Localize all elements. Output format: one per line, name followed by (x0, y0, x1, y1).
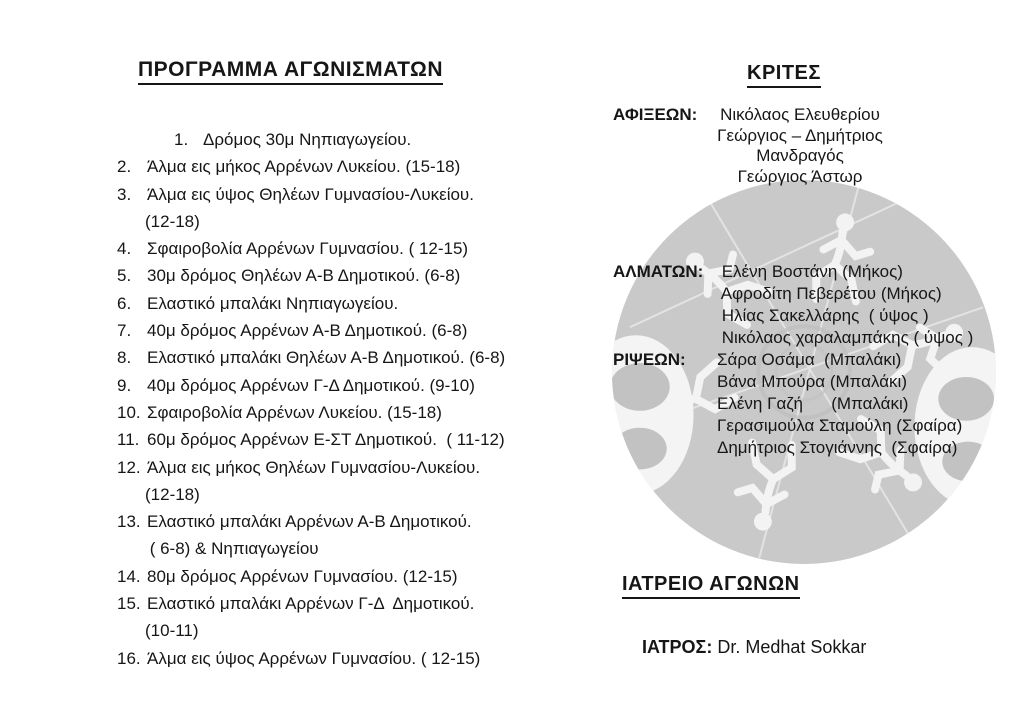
judge-name: Μανδραγός (756, 146, 844, 165)
doctor-name: Dr. Medhat Sokkar (712, 637, 867, 657)
item-number: 15. (117, 594, 141, 614)
judge-name: Γεώργιος – Δημήτριος (717, 125, 883, 145)
judges-title: ΚΡΙΤΕΣ (747, 62, 821, 88)
judge-name: Βάνα Μπούρα (Μπαλάκι) (717, 372, 907, 391)
list-item (117, 344, 506, 371)
list-item (117, 181, 477, 208)
item-text: (10-11) (145, 621, 199, 641)
medical-office-title: ΙΑΤΡΕΙΟ ΑΓΩΝΩΝ (622, 573, 800, 599)
judge-name: Αφροδίτη Πεβερέτου (Μήκος) (717, 284, 942, 303)
judge-name: Σάρα Οσάμα (Μπαλάκι) (717, 350, 902, 369)
list-item (117, 426, 505, 453)
item-number: 3. (117, 184, 132, 204)
judges-table (613, 261, 973, 459)
list-item (117, 508, 477, 535)
item-text: 60μ δρόμος Αρρένων Ε-ΣΤ Δημοτικού. ( 11-12) (147, 430, 505, 450)
arrivals-label: ΑΦΙΞΕΩΝ: (613, 105, 698, 124)
spacer (613, 283, 717, 305)
item-text: Ελαστικό μπαλάκι Νηπιαγωγείου. (147, 293, 399, 313)
spacer (613, 437, 717, 459)
item-text: Σφαιροβολία Αρρένων Γυμνασίου. ( 12-15) (147, 239, 469, 259)
item-text: (12-18) (145, 484, 200, 504)
spacer (613, 305, 717, 327)
throws-label: ΡΙΨΕΩΝ: (613, 350, 686, 369)
item-text: Ελαστικό μπαλάκι Θηλέων Α-Β Δημοτικού. (6-8) (147, 348, 506, 368)
spacer (613, 371, 717, 393)
item-number: 9. (117, 375, 132, 395)
judge-name: Γεώργιος Άστωρ (737, 166, 863, 186)
list-item (117, 262, 477, 289)
judge-name: Γερασιμούλα Σταμούλη (Σφαίρα) (717, 416, 963, 435)
list-item (117, 645, 481, 672)
item-text: ( 6-8) & Νηπιαγωγείου (145, 539, 319, 559)
item-number: 10. (117, 402, 141, 422)
judge-name: Νικόλαος Ελευθερίου (720, 105, 880, 124)
item-text: 30μ δρόμος Θηλέων Α-Β Δημοτικού. (6-8) (147, 266, 461, 286)
item-text: 80μ δρόμος Αρρένων Γυμνασίου. (12-15) (147, 566, 458, 586)
item-number: 13. (117, 512, 141, 532)
item-number: 12. (117, 457, 141, 477)
list-item (117, 399, 477, 426)
item-number: 14. (117, 566, 141, 586)
list-item-continuation (117, 481, 477, 508)
item-number: 1. (174, 130, 189, 149)
item-number: 2. (117, 157, 132, 177)
item-text: (12-18) (145, 211, 200, 231)
list-item (117, 454, 481, 481)
judge-name: Ελένη Βοστάνη (Μήκος) (717, 262, 903, 281)
list-item-continuation (117, 617, 477, 644)
item-text: Άλμα εις μήκος Αρρένων Λυκείου. (15-18) (147, 157, 461, 177)
judge-name: Ηλίας Σακελλάρης ( ύψος ) (717, 306, 929, 325)
arrivals-names (688, 105, 912, 187)
list-item (174, 126, 477, 153)
spacer (613, 327, 717, 349)
list-item (117, 590, 477, 617)
jumps-label: ΑΛΜΑΤΩΝ: (613, 262, 704, 281)
item-text: Σφαιροβολία Αρρένων Λυκείου. (15-18) (147, 402, 442, 422)
item-text: Ελαστικό μπαλάκι Αρρένων Α-Β Δημοτικού. (147, 512, 472, 532)
item-text: 40μ δρόμος Αρρένων Α-Β Δημοτικού. (6-8) (147, 321, 468, 341)
item-number: 7. (117, 321, 132, 341)
item-text: 40μ δρόμος Αρρένων Γ-Δ Δημοτικού. (9-10) (147, 375, 475, 395)
doctor-row (622, 616, 866, 679)
item-text: Άλμα εις ύψος Θηλέων Γυμνασίου-Λυκείου. (147, 184, 474, 204)
item-number: 5. (117, 266, 132, 286)
item-text: Ελαστικό μπαλάκι Αρρένων Γ-Δ Δημοτικού. (147, 594, 475, 614)
program-list (117, 126, 506, 672)
list-item-continuation (117, 208, 477, 235)
list-item (117, 153, 477, 180)
item-number: 11. (117, 430, 140, 450)
item-number: 4. (117, 239, 132, 259)
item-text: Δρόμος 30μ Νηπιαγωγείου. (203, 130, 412, 149)
judge-name: Νικόλαος χαραλαμπάκης ( ύψος ) (717, 328, 974, 347)
list-item-continuation (117, 535, 477, 562)
list-item (117, 563, 477, 590)
doctor-label: ΙΑΤΡΟΣ: (642, 637, 713, 657)
item-text: Άλμα εις ύψος Αρρένων Γυμνασίου. ( 12-15) (147, 648, 481, 668)
item-number: 8. (117, 348, 132, 368)
item-number: 16. (117, 648, 141, 668)
spacer (613, 393, 717, 415)
list-item (117, 372, 477, 399)
spacer (613, 415, 717, 437)
judge-name: Ελένη Γαζή (Μπαλάκι) (717, 394, 909, 413)
program-title: ΠΡΟΓΡΑΜΜΑ ΑΓΩΝΙΣΜΑΤΩΝ (138, 58, 443, 85)
list-item (117, 317, 477, 344)
list-item (117, 235, 477, 262)
judge-name: Δημήτριος Στογιάννης (Σφαίρα) (717, 438, 958, 457)
item-number: 6. (117, 293, 132, 313)
item-text: Άλμα εις μήκος Θηλέων Γυμνασίου-Λυκείου. (147, 457, 481, 477)
list-item (117, 290, 477, 317)
